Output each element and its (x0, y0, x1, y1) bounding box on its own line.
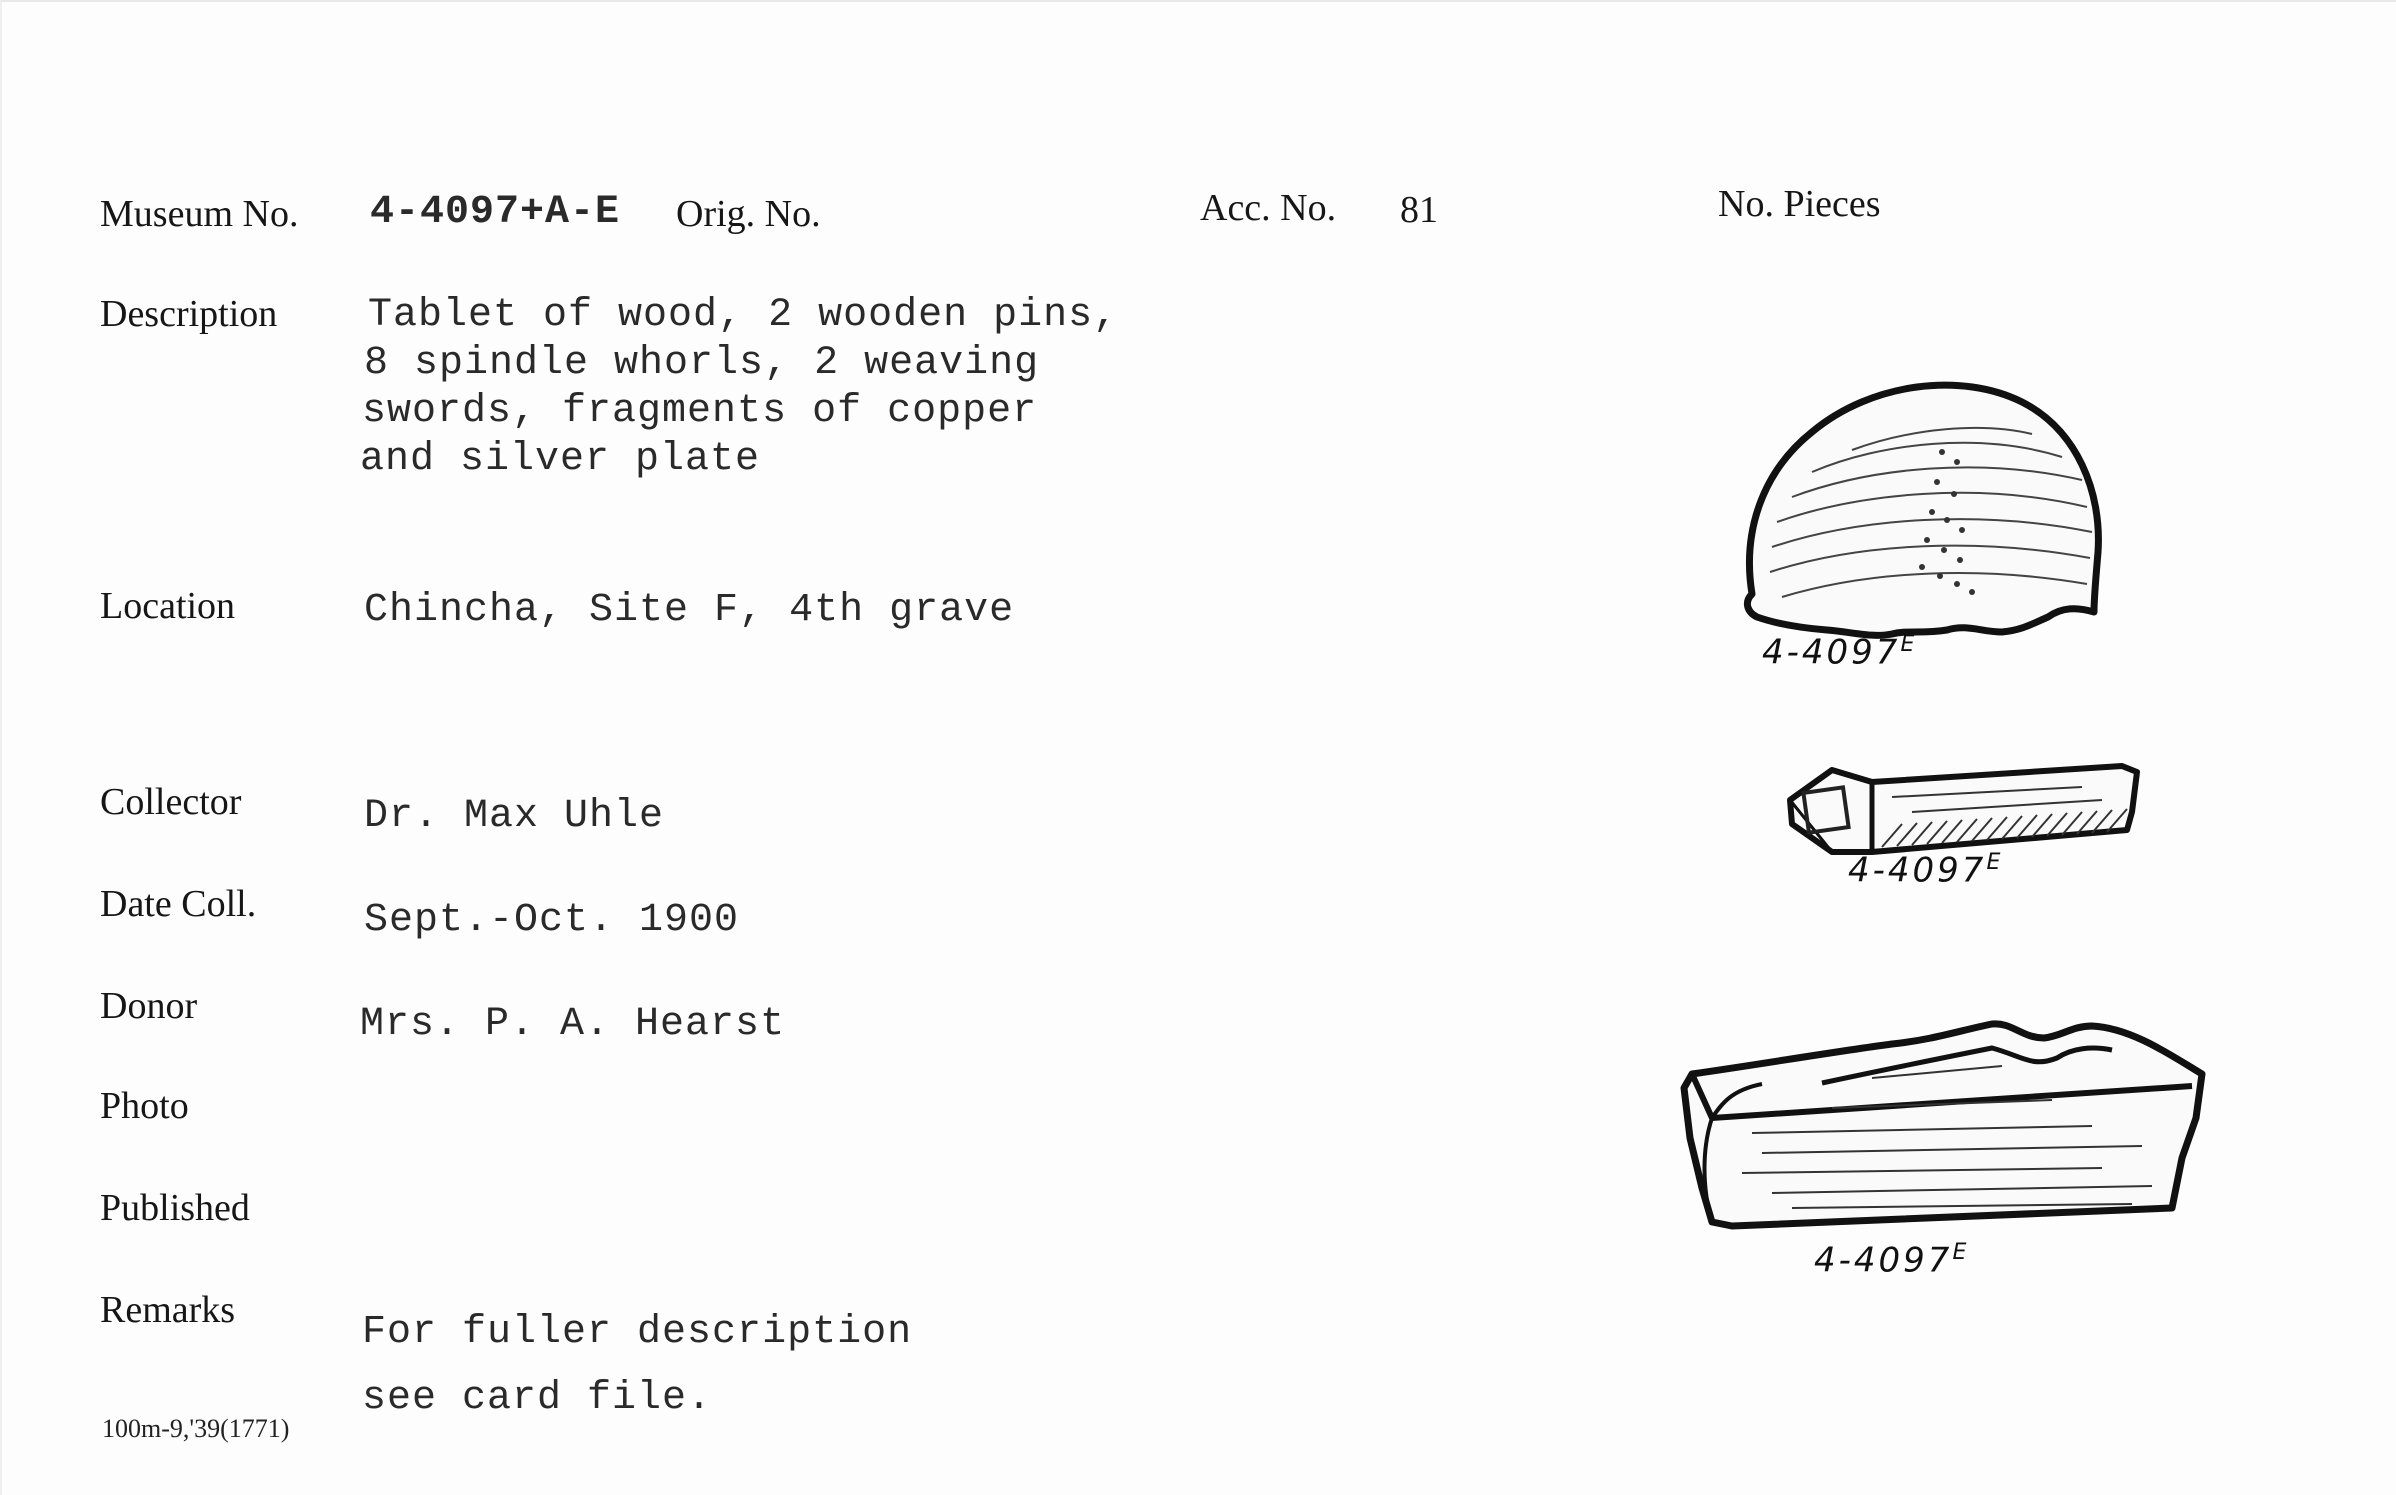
remarks-line: For fuller description (362, 1310, 913, 1355)
acc-no-label: Acc. No. (1200, 187, 1337, 229)
description-value (360, 292, 1119, 484)
wood-block-caption: $4-4097^E$ (1814, 1240, 1970, 1281)
wooden-pin-caption: $4-4097^E$ (1848, 850, 2004, 891)
donor-value: Mrs. P. A. Hearst (360, 1002, 786, 1047)
acc-no-value: 81 (1400, 189, 1438, 231)
description-line: swords, fragments of copper (362, 389, 1038, 434)
no-pieces-label: No. Pieces (1718, 183, 1881, 225)
description-line: 8 spindle whorls, 2 weaving (364, 341, 1040, 386)
wood-block-sketch (1672, 1008, 2212, 1238)
museum-no-value: 4-4097+A-E (370, 190, 621, 235)
print-code: 100m-9,'39(1771) (102, 1414, 290, 1443)
description-line: Tablet of wood, 2 wooden pins, (368, 293, 1119, 338)
spindle-whorl-caption: $4-4097^E$ (1762, 632, 1918, 673)
remarks-label: Remarks (100, 1289, 236, 1331)
location-value: Chincha, Site F, 4th grave (364, 588, 1015, 633)
published-label: Published (100, 1187, 250, 1229)
description-label: Description (100, 293, 278, 335)
remarks-line: see card file. (362, 1376, 713, 1421)
photo-label: Photo (100, 1085, 189, 1127)
orig-no-label: Orig. No. (676, 193, 821, 235)
wooden-pin-sketch (1782, 752, 2152, 862)
spindle-whorl-sketch (1732, 362, 2122, 642)
description-line: and silver plate (360, 437, 761, 482)
location-label: Location (100, 585, 236, 627)
donor-label: Donor (100, 985, 198, 1027)
collector-value: Dr. Max Uhle (364, 794, 665, 839)
collector-label: Collector (100, 781, 242, 823)
date-coll-value: Sept.-Oct. 1900 (364, 898, 740, 943)
museum-no-label: Museum No. (100, 193, 299, 235)
date-coll-label: Date Coll. (100, 883, 257, 925)
